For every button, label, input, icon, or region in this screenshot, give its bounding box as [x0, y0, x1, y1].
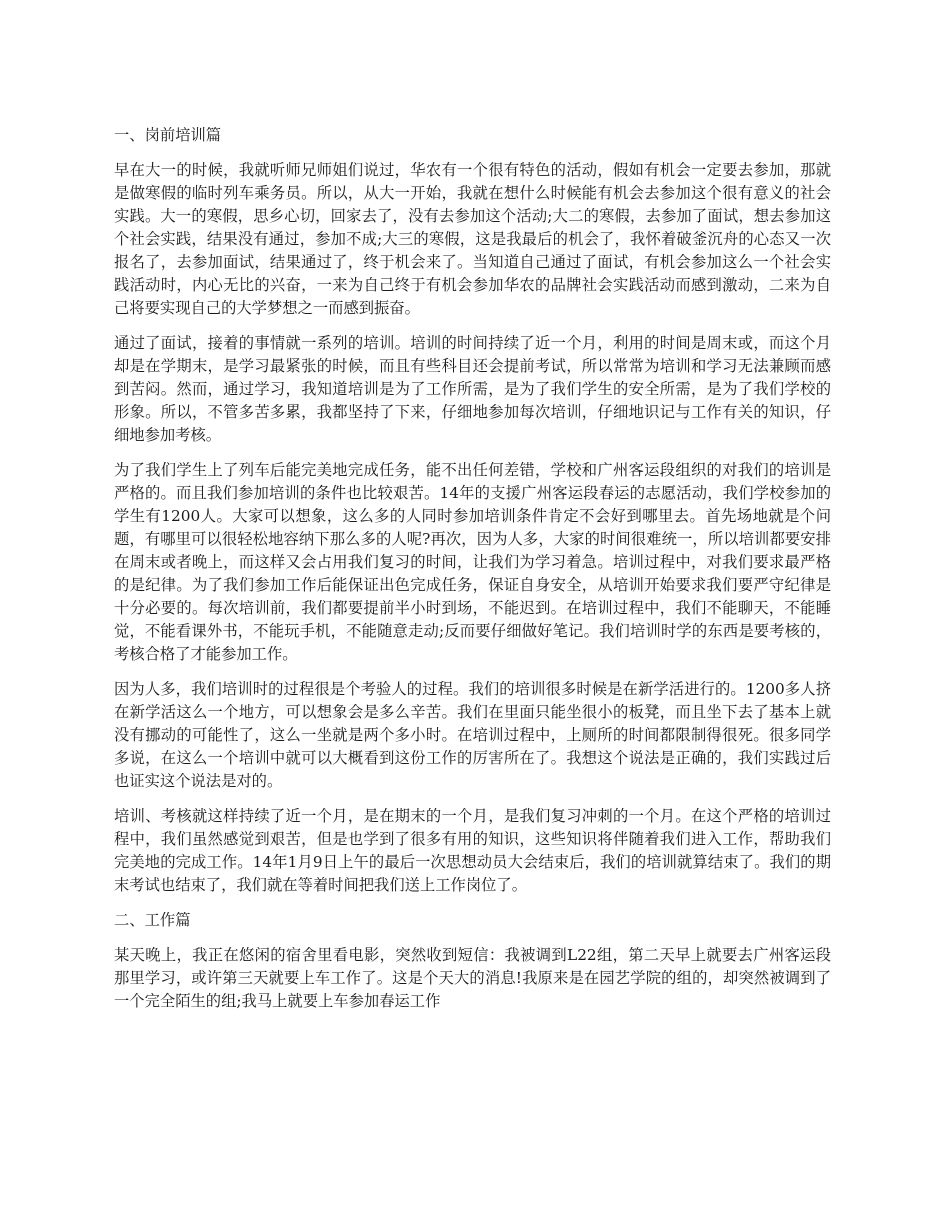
- section-heading-pre-job-training: 一、岗前培训篇: [114, 126, 222, 144]
- paragraph-6: 某天晚上，我正在悠闲的宿舍里看电影，突然收到短信：我被调到L22组，第二天早上就要去广州客运段那里学习，或许第三天就要上车工作了。这是个天大的消息!我原来是在园艺学院的组的，却突然被调到了一个完全陌生的组;我马上就要上车参加春运工作: [114, 946, 831, 1010]
- paragraph-2: 通过了面试，接着的事情就一系列的培训。培训的时间持续了近一个月，利用的时间是周末或，而这个月却是在学期末，是学习最紧张的时候，而且有些科目还会提前考试，所以常常为培训和学习无法兼顾而感到苦闷。然而，通过学习，我知道培训是为了工作所需，是为了我们学生的安全所需，是为了我们学校的形象。所以，不管多苦多累，我都坚持了下来，仔细地参加每次培训，仔细地识记与工作有关的知识，仔细地参加考核。: [114, 334, 831, 444]
- section-heading-work: 二、工作篇: [114, 911, 191, 929]
- paragraph-3: 为了我们学生上了列车后能完美地完成任务，能不出任何差错，学校和广州客运段组织的对我们的培训是严格的。而且我们参加培训的条件也比较艰苦。14年的支援广州客运段春运的志愿活动，我们学校参加的学生有1200人。大家可以想象，这么多的人同时参加培训条件肯定不会好到哪里去。首先场地就是个问题，有哪里可以很轻松地容纳下那么多的人呢?再次，因为人多，大家的时间很难统一，所以培训都要安排在周末或者晚上，而这样又会占用我们复习的时间，让我们为学习着急。培训过程中，对我们要求最严格的是纪律。为了我们参加工作后能保证出色完成任务，保证自身安全，从培训开始要求我们要严守纪律是十分必要的。每次培训前，我们都要提前半小时到场，不能迟到。在培训过程中，我们不能聊天，不能睡觉，不能看课外书，不能玩手机，不能随意走动;反而要仔细做好笔记。我们培训时学的东西是要考核的，考核合格了才能参加工作。: [114, 461, 831, 663]
- paragraph-4: 因为人多，我们培训时的过程很是个考验人的过程。我们的培训很多时候是在新学活进行的。1200多人挤在新学活这么一个地方，可以想象会是多么辛苦。我们在里面只能坐很小的板凳，而且坐下去了基本上就没有挪动的可能性了，这么一坐就是两个多小时。在培训过程中，上厕所的时间都限制得很死。很多同学多说，在这么一个培训中就可以大概看到这份工作的厉害所在了。我想这个说法是正确的，我们实践过后也证实这个说法是对的。: [114, 680, 831, 790]
- paragraph-1: 早在大一的时候，我就听师兄师姐们说过，华农有一个很有特色的活动，假如有机会一定要去参加，那就是做寒假的临时列车乘务员。所以，从大一开始，我就在想什么时候能有机会去参加这个很有意义的社会实践。大一的寒假，思乡心切，回家去了，没有去参加这个活动;大二的寒假，去参加了面试，想去参加这个社会实践，结果没有通过，参加不成;大三的寒假，这是我最后的机会了，我怀着破釜沉舟的心态又一次报名了，去参加面试，结果通过了，终于机会来了。当知道自己通过了面试，有机会参加这么一个社会实践活动时，内心无比的兴奋，一来为自己终于有机会参加华农的品牌社会实践活动而感到激动，二来为自己将要实现自己的大学梦想之一而感到振奋。: [114, 161, 831, 317]
- document-page: [114, 124, 831, 1025]
- paragraph-5: 培训、考核就这样持续了近一个月，是在期末的一个月，是我们复习冲刺的一个月。在这个严格的培训过程中，我们虽然感觉到艰苦，但是也学到了很多有用的知识，这些知识将伴随着我们进入工作，帮助我们完美地的完成工作。14年1月9日上午的最后一次思想动员大会结束后，我们的培训就算结束了。我们的期末考试也结束了，我们就在等着时间把我们送上工作岗位了。: [114, 807, 831, 894]
